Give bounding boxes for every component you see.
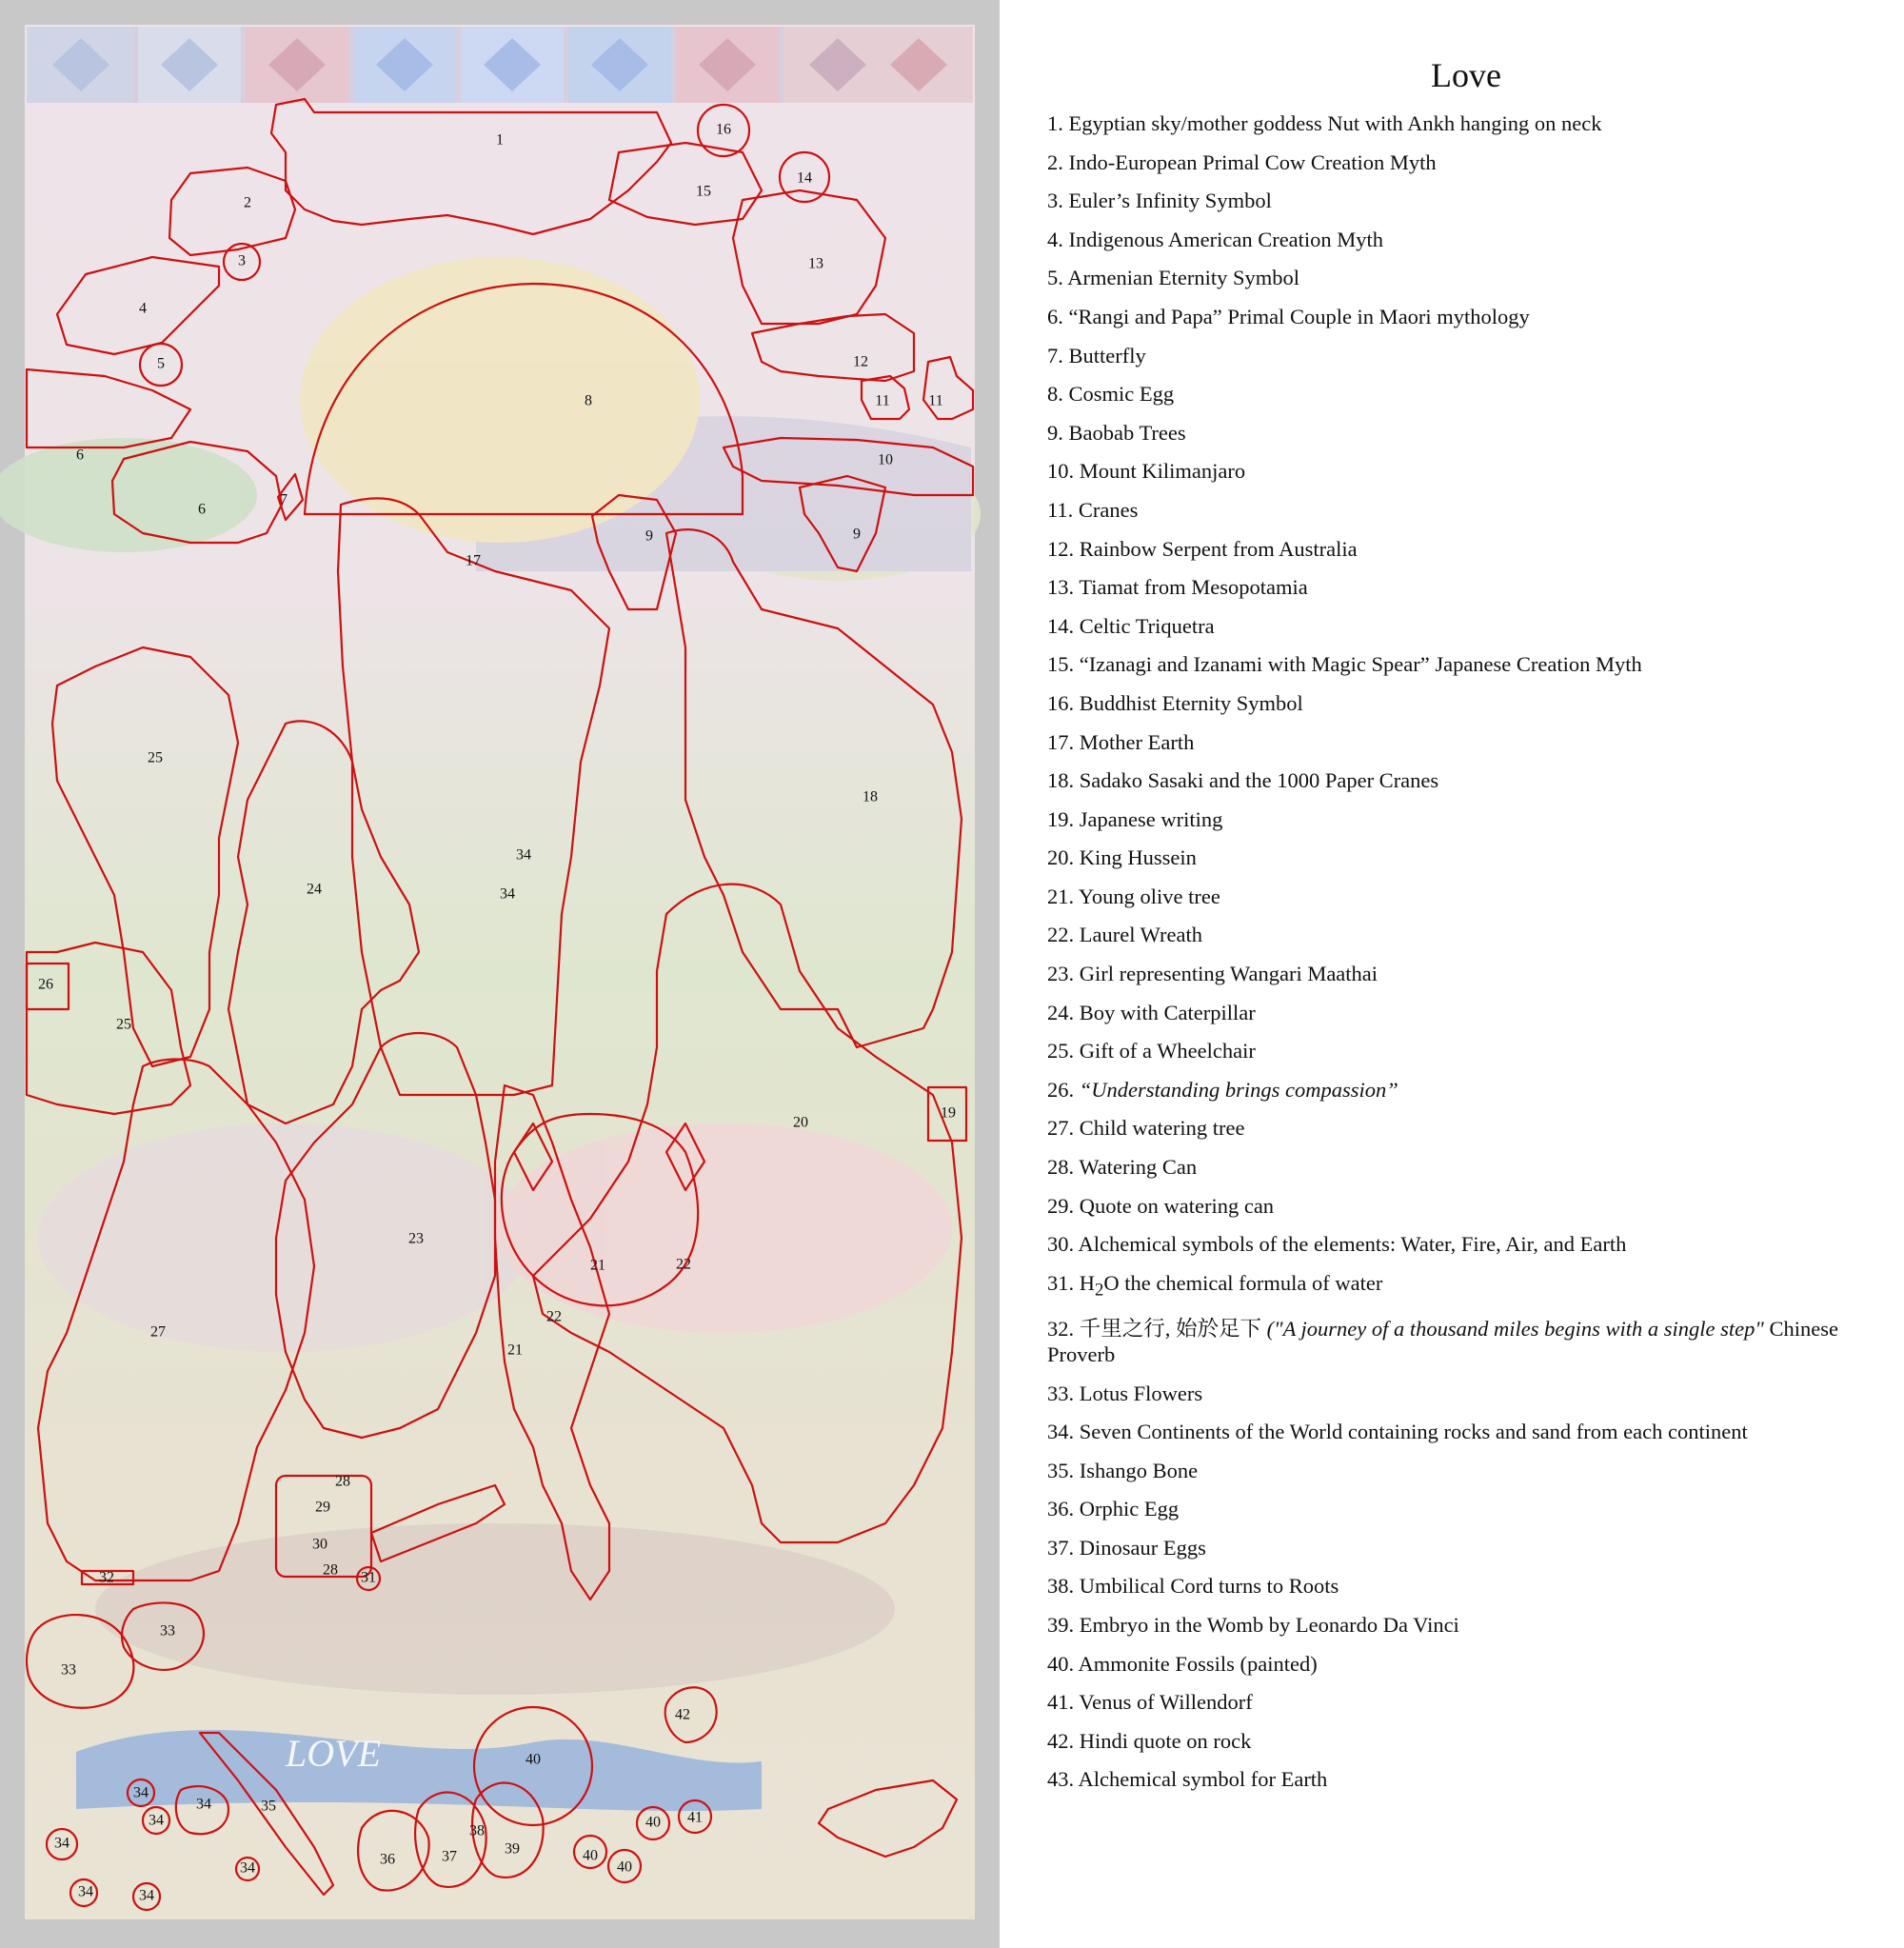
- legend-item-text: “Izanagi and Izanami with Magic Spear” Japanese Creation Myth: [1079, 652, 1642, 677]
- marker-label: 33: [61, 1661, 76, 1679]
- legend-item: [1047, 922, 1885, 947]
- legend-item-text: Boy with Caterpillar: [1079, 1000, 1256, 1024]
- legend-item: [1047, 1419, 1885, 1444]
- marker-label: 29: [315, 1499, 330, 1516]
- legend-item-text: ("A journey of a thousand miles begins with a single step": [1266, 1316, 1764, 1341]
- legend-item: [1047, 1689, 1885, 1715]
- marker-label: 34: [139, 1887, 154, 1904]
- legend-item-text: Egyptian sky/mother goddess Nut with Ankh hanging on neck: [1068, 111, 1602, 135]
- legend-item-text: “Rangi and Papa” Primal Couple in Maori mythology: [1068, 304, 1530, 328]
- legend-item-text: Watering Can: [1079, 1155, 1198, 1180]
- legend-panel: [1047, 55, 1885, 1805]
- marker-label: 10: [878, 451, 893, 468]
- legend-item: [1047, 961, 1885, 986]
- marker-label: 30: [312, 1536, 327, 1553]
- legend-item-number: 25.: [1047, 1039, 1080, 1063]
- legend-item: [1047, 497, 1885, 523]
- marker-label: 34: [133, 1784, 149, 1801]
- marker-label: 34: [54, 1835, 69, 1852]
- marker-label: 8: [585, 392, 592, 409]
- legend-list: [1047, 110, 1885, 1792]
- legend-item-number: 27.: [1047, 1116, 1080, 1141]
- marker-label: 34: [240, 1859, 255, 1877]
- marker-label: 34: [516, 846, 531, 864]
- legend-item-number: 22.: [1047, 923, 1080, 947]
- marker-label: 21: [590, 1257, 605, 1274]
- legend-item-text: Celtic Triquetra: [1079, 613, 1215, 638]
- legend-item-number: 11.: [1047, 497, 1079, 522]
- legend-item-text: Girl representing Wangari Maathai: [1079, 962, 1378, 986]
- legend-item-text: Sadako Sasaki and the 1000 Paper Cranes: [1079, 768, 1439, 793]
- legend-item: [1047, 1154, 1885, 1180]
- legend-item-number: 29.: [1047, 1193, 1080, 1218]
- marker-label: 25: [116, 1016, 131, 1033]
- legend-item: [1047, 149, 1885, 175]
- marker-label: 38: [469, 1822, 485, 1839]
- legend-item: [1047, 110, 1885, 136]
- marker-label: 36: [380, 1851, 395, 1868]
- marker-label: 32: [99, 1569, 114, 1586]
- legend-item-number: 36.: [1047, 1497, 1080, 1521]
- legend-item-text: H: [1079, 1270, 1095, 1295]
- legend-item-text: Gift of a Wheelchair: [1079, 1039, 1256, 1063]
- legend-item: [1047, 1038, 1885, 1063]
- legend-item: [1047, 1231, 1885, 1257]
- marker-label: 5: [157, 355, 165, 372]
- marker-label: 22: [546, 1308, 562, 1325]
- legend-item-number: 4.: [1047, 227, 1069, 251]
- marker-label: 28: [335, 1473, 350, 1490]
- marker-label: 1: [496, 131, 504, 149]
- marker-label: 40: [526, 1751, 541, 1768]
- marker-label: 40: [617, 1859, 632, 1876]
- marker-label: 20: [793, 1114, 808, 1131]
- legend-item: [1047, 729, 1885, 755]
- legend-item: [1047, 767, 1885, 793]
- marker-label: 41: [687, 1809, 703, 1826]
- legend-item: [1047, 1115, 1885, 1141]
- marker-label: 4: [139, 300, 147, 317]
- legend-item: [1047, 1000, 1885, 1025]
- marker-label: 6: [198, 501, 206, 518]
- marker-label: 40: [645, 1814, 661, 1831]
- legend-item-text: Buddhist Eternity Symbol: [1079, 690, 1303, 715]
- legend-item: [1047, 1316, 1885, 1367]
- marker-label: 23: [408, 1230, 424, 1247]
- marker-label: 33: [160, 1622, 175, 1640]
- marker-label: 26: [38, 976, 53, 993]
- legend-item: [1047, 420, 1885, 446]
- marker-label: 13: [808, 255, 823, 272]
- legend-item-number: 2.: [1047, 149, 1069, 174]
- legend-item-number: 39.: [1047, 1613, 1080, 1638]
- legend-item-text: “Understanding brings compassion”: [1079, 1077, 1398, 1102]
- legend-item-text: Laurel Wreath: [1079, 923, 1202, 947]
- legend-item: [1047, 574, 1885, 600]
- legend-item-text: Embryo in the Womb by Leonardo Da Vinci: [1079, 1613, 1459, 1638]
- legend-item-text: Dinosaur Eggs: [1079, 1535, 1206, 1560]
- marker-label: 19: [941, 1104, 956, 1122]
- legend-item: [1047, 265, 1885, 290]
- marker-label: 27: [150, 1323, 166, 1341]
- marker-label: 22: [676, 1256, 691, 1273]
- legend-item-text: Cranes: [1078, 497, 1139, 522]
- marker-label: 34: [78, 1883, 93, 1900]
- legend-item-number: 23.: [1047, 962, 1080, 986]
- legend-item-number: 20.: [1047, 845, 1080, 870]
- legend-item-text: Ammonite Fossils (painted): [1078, 1651, 1318, 1676]
- marker-label: 42: [675, 1706, 690, 1723]
- legend-item-number: 38.: [1047, 1574, 1080, 1599]
- legend-item: [1047, 1535, 1885, 1560]
- top-border-tiles: [27, 27, 973, 103]
- marker-label: 11: [875, 392, 890, 409]
- marker-label: 15: [696, 183, 711, 200]
- legend-item-text: 2: [1095, 1280, 1104, 1301]
- legend-item: [1047, 381, 1885, 407]
- marker-label: 2: [244, 194, 251, 211]
- legend-item: [1047, 613, 1885, 639]
- legend-item-number: 1.: [1047, 111, 1069, 135]
- legend-item: [1047, 806, 1885, 832]
- marker-label: 28: [323, 1561, 338, 1579]
- legend-item: [1047, 651, 1885, 677]
- marker-label: 34: [500, 885, 515, 903]
- legend-item: [1047, 458, 1885, 484]
- legend-item: [1047, 343, 1885, 368]
- legend-item-text: Tiamat from Mesopotamia: [1079, 575, 1308, 600]
- legend-item-number: 14.: [1047, 613, 1080, 638]
- legend-item-number: 34.: [1047, 1420, 1080, 1444]
- legend-item-number: 43.: [1047, 1767, 1079, 1792]
- marker-label: 9: [853, 526, 861, 543]
- legend-item-number: 10.: [1047, 459, 1080, 484]
- marker-label: 17: [466, 552, 481, 569]
- legend-item-text: Mother Earth: [1079, 729, 1195, 754]
- legend-item: [1047, 1496, 1885, 1521]
- legend-item-number: 7.: [1047, 343, 1069, 368]
- marker-label: 3: [238, 252, 246, 269]
- legend-item-text: Alchemical symbol for Earth: [1078, 1767, 1328, 1792]
- legend-item-number: 37.: [1047, 1535, 1080, 1560]
- legend-item: [1047, 884, 1885, 909]
- legend-item-number: 19.: [1047, 806, 1080, 831]
- legend-item-number: 31.: [1047, 1270, 1080, 1295]
- legend-item-text: Cosmic Egg: [1068, 382, 1175, 407]
- legend-item-number: 42.: [1047, 1728, 1080, 1753]
- marker-label: 9: [645, 527, 653, 545]
- legend-item-number: 33.: [1047, 1381, 1080, 1405]
- love-banner-text: LOVE: [286, 1732, 381, 1775]
- legend-item-text: Chinese Proverb: [1047, 1316, 1838, 1366]
- legend-item-number: 8.: [1047, 382, 1069, 407]
- legend-item-number: 41.: [1047, 1690, 1080, 1715]
- legend-item-number: 3.: [1047, 189, 1069, 213]
- legend-item-number: 16.: [1047, 690, 1080, 715]
- legend-item-number: 26.: [1047, 1077, 1080, 1102]
- legend-item-text: O the chemical formula of water: [1103, 1270, 1383, 1295]
- legend-item-text: Japanese writing: [1079, 806, 1223, 831]
- marker-label: 12: [853, 353, 868, 370]
- legend-item-number: 18.: [1047, 768, 1080, 793]
- legend-item: [1047, 690, 1885, 716]
- legend-title: Love: [1431, 56, 1501, 94]
- marker-label: 39: [505, 1840, 520, 1858]
- legend-item-number: 12.: [1047, 536, 1080, 561]
- legend-item-text: Lotus Flowers: [1079, 1381, 1203, 1405]
- legend-item-text: Baobab Trees: [1068, 420, 1186, 445]
- legend-item: [1047, 1728, 1885, 1754]
- legend-item-text: Orphic Egg: [1079, 1497, 1180, 1521]
- marker-label: 25: [148, 749, 163, 766]
- marker-label: 7: [280, 491, 288, 508]
- legend-item-number: 17.: [1047, 729, 1080, 754]
- legend-item-number: 32.: [1047, 1316, 1080, 1341]
- marker-label: 16: [716, 121, 731, 138]
- legend-item-number: 40.: [1047, 1651, 1079, 1676]
- marker-label: 37: [442, 1848, 457, 1865]
- legend-item-number: 15.: [1047, 652, 1080, 677]
- legend-item: [1047, 1270, 1885, 1303]
- legend-item-text: Venus of Willendorf: [1079, 1690, 1253, 1715]
- legend-item-number: 28.: [1047, 1155, 1080, 1180]
- marker-label: 18: [863, 788, 878, 805]
- legend-item-text: King Hussein: [1079, 845, 1197, 870]
- legend-item-text: Euler’s Infinity Symbol: [1068, 189, 1272, 213]
- legend-item-text: 千里之行, 始於足下: [1079, 1316, 1267, 1341]
- marker-label: 34: [196, 1796, 211, 1813]
- marker-label: 35: [261, 1798, 276, 1815]
- legend-item-text: Indo-European Primal Cow Creation Myth: [1068, 149, 1437, 174]
- marker-label: 31: [361, 1569, 376, 1586]
- legend-item-text: Alchemical symbols of the elements: Water, Fire, Air, and Earth: [1078, 1232, 1627, 1257]
- legend-item: [1047, 1458, 1885, 1483]
- legend-item: [1047, 845, 1885, 870]
- legend-item-text: Ishango Bone: [1079, 1458, 1199, 1482]
- legend-item-number: 6.: [1047, 304, 1069, 328]
- legend-item-text: Butterfly: [1068, 343, 1146, 368]
- legend-item-text: Mount Kilimanjaro: [1079, 459, 1246, 484]
- legend-item: [1047, 1381, 1885, 1406]
- legend-item: [1047, 1193, 1885, 1219]
- marker-label: 24: [307, 881, 322, 898]
- legend-item-text: Rainbow Serpent from Australia: [1079, 536, 1358, 561]
- marker-label: 6: [76, 447, 84, 464]
- legend-item-text: Young olive tree: [1078, 884, 1220, 908]
- legend-item: [1047, 1573, 1885, 1599]
- legend-item: [1047, 536, 1885, 562]
- marker-label: 34: [149, 1812, 164, 1829]
- legend-item: [1047, 227, 1885, 252]
- legend-item-number: 5.: [1047, 266, 1068, 290]
- legend-item: [1047, 1077, 1885, 1103]
- legend-item-number: 21.: [1047, 884, 1079, 908]
- legend-item-text: Armenian Eternity Symbol: [1067, 266, 1299, 290]
- legend-item-number: 35.: [1047, 1458, 1080, 1482]
- marker-label: 14: [797, 169, 812, 187]
- marker-label: 11: [928, 392, 943, 409]
- legend-item: [1047, 1612, 1885, 1638]
- legend-item-text: Umbilical Cord turns to Roots: [1079, 1574, 1339, 1599]
- legend-item-text: Seven Continents of the World containing rocks and sand from each continent: [1079, 1420, 1748, 1444]
- legend-item: [1047, 304, 1885, 329]
- legend-item-number: 13.: [1047, 575, 1080, 600]
- legend-item-text: Hindi quote on rock: [1079, 1728, 1252, 1753]
- legend-item-number: 9.: [1047, 420, 1069, 445]
- legend-item: [1047, 188, 1885, 213]
- legend-item-text: Child watering tree: [1079, 1116, 1245, 1141]
- legend-item-number: 24.: [1047, 1000, 1080, 1024]
- legend-item: [1047, 1766, 1885, 1792]
- marker-label: 40: [583, 1847, 598, 1864]
- legend-item-number: 30.: [1047, 1232, 1079, 1257]
- legend-item: [1047, 1651, 1885, 1677]
- marker-label: 21: [507, 1342, 523, 1359]
- legend-item-text: Quote on watering can: [1079, 1193, 1275, 1218]
- legend-item-text: Indigenous American Creation Myth: [1068, 227, 1384, 251]
